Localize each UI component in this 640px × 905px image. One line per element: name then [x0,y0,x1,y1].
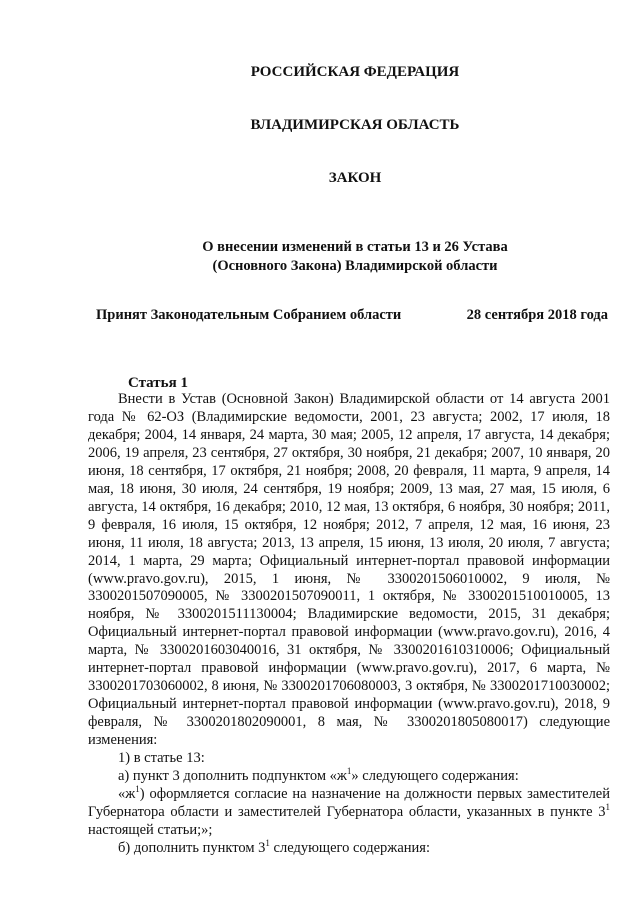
quoted-subitem: «$ж^1$) оформляется согласие на назначение на должности первых заместителей Губернатора области и заместителей Губернатора области, указанных в пункте $3^1$ настоящей статьи;»; [88,783,610,838]
item-b: б) дополнить пунктом $3^1$ следующего содержания: [118,837,430,856]
law-subject [0,238,640,276]
article-intro: Внести в Устав (Основной Закон) Владимирской области от 14 августа 2001 года № 62-ОЗ (Владимирские ведомости, 2001, 23 августа; 2002, 17 июля, 18 декабря; 2004, 14 января, 24 марта, 30 мая; 2005, 12 апреля, 17 августа, 14 декабря; 2006, 19 апреля, 23 сентября, 27 октября, 30 ноября, 21 декабря; 2007, 10 января, 20 июня, 18 сентября, 17 октября, 21 ноября; 2008, 20 февраля, 11 марта, 9 апреля, 14 мая, 18 июня, 30 июля, 24 сентября, 19 ноября; 2009, 13 мая, 27 мая, 15 июля, 6 августа, 14 октября, 16 декабря; 2010, 12 мая, 13 октября, 6 ноября, 30 ноября; 2011, 9 февраля, 16 июля, 15 октября, 12 ноября; 2012, 7 апреля, 12 мая, 16 июня, 23 июня, 11 июля, 18 августа; 2013, 13 апреля, 15 июня, 13 июля, 20 июля, 7 августа; 2014, 1 марта, 29 марта; Официальный интернет-портал правовой информации (www.pravo.gov.ru), 2015, 1 июня, № 3300201506010002, 9 июля, № 3300201507090005, № 3300201507090011, 1 октября, № 3300201510010005, 13 ноября, № 3300201511130004; Владимирские ведомости, 2015, 31 декабря; Официальный интернет-портал правовой информации (www.pravo.gov.ru), 2016, 4 марта, № 3300201603040016, 31 октября, № 3300201610310006; Официальный интернет-портал правовой информации (www.pravo.gov.ru), 2017, 6 марта, № 3300201703060002, 8 июня, № 3300201706080003, 3 октября, № 3300201710030002; Официальный интернет-портал правовой информации (www.pravo.gov.ru), 2018, 9 февраля, № 3300201802090001, 8 мая, № 3300201805080017) следующие изменения: [88,391,610,749]
article-body [88,391,610,858]
item-1: 1) в статье 13: [118,750,205,767]
article-heading: Статья 1 [128,375,188,391]
country-title: РОССИЙСКАЯ ФЕДЕРАЦИЯ [250,64,460,80]
subject-line-1: О внесении изменений в статьи 13 и 26 Устава [202,239,508,255]
adopted-by: Принят Законодательным Собранием области [96,307,402,323]
subject-line-2: (Основного Закона) Владимирской области [212,258,498,274]
adoption-date: 28 сентября 2018 года [466,307,608,323]
region-title: ВЛАДИМИРСКАЯ ОБЛАСТЬ [250,117,460,133]
doc-type-title: ЗАКОН [328,170,382,186]
item-a: а) пункт 3 дополнить подпунктом «$ж^1$» следующего содержания: [118,766,519,785]
adoption-line [96,307,608,324]
